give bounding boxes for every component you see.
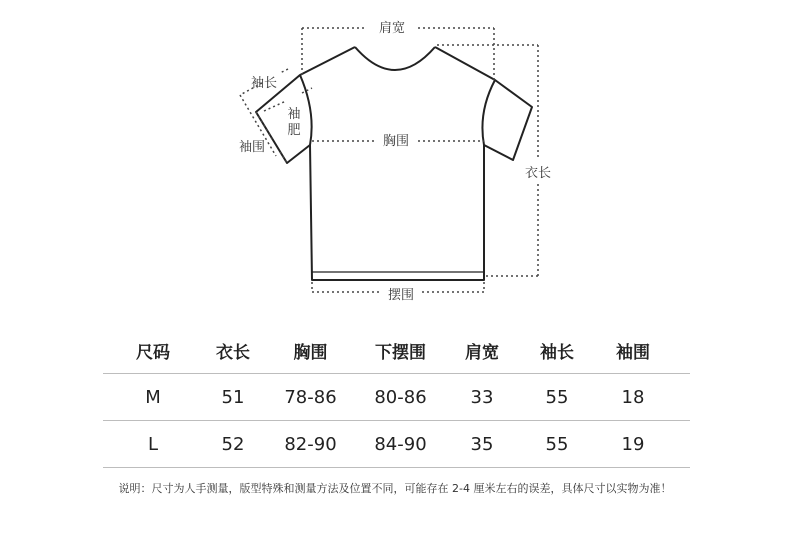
header-hem: 下摆围 bbox=[375, 342, 426, 363]
header-chest: 胸围 bbox=[293, 342, 328, 363]
cell-sleeve-length: 55 bbox=[545, 386, 569, 408]
tshirt-neckline-path bbox=[355, 47, 435, 70]
cell-shoulder: 33 bbox=[470, 386, 494, 408]
length-label: 衣长 bbox=[524, 166, 552, 181]
cell-chest: 82-90 bbox=[284, 433, 337, 455]
header-size: 尺码 bbox=[136, 342, 170, 363]
hem-label: 摆围 bbox=[387, 288, 415, 303]
measurement-note: 说明：尺寸为人手测量，版型特殊和测量方法及位置不同，可能存在 2-4 厘米左右的误差，具体尺寸以实物为准！ bbox=[118, 482, 672, 495]
cell-size: M bbox=[145, 386, 161, 408]
chest-label: 胸围 bbox=[382, 134, 410, 149]
sleeve-length-label: 袖长 bbox=[250, 76, 278, 91]
header-sleeve-length: 袖长 bbox=[540, 342, 574, 363]
table-row bbox=[103, 374, 690, 421]
cell-shoulder: 35 bbox=[470, 433, 494, 455]
tshirt-body-path bbox=[256, 47, 532, 280]
table-row bbox=[103, 421, 690, 468]
cell-sleeve-length: 55 bbox=[545, 433, 569, 455]
sleeve-width-label-2: 肥 bbox=[287, 123, 301, 138]
cell-chest: 78-86 bbox=[284, 386, 337, 408]
left-armhole-path bbox=[300, 75, 312, 145]
tshirt-outline bbox=[256, 47, 532, 280]
cell-length: 51 bbox=[221, 386, 245, 408]
right-armhole-path bbox=[482, 80, 495, 145]
sleeve-opening-label: 袖围 bbox=[238, 140, 266, 155]
header-sleeve-opening: 袖围 bbox=[616, 342, 650, 363]
cell-hem: 80-86 bbox=[374, 386, 427, 408]
table-header-row bbox=[103, 327, 690, 374]
cell-hem: 84-90 bbox=[374, 433, 427, 455]
shoulder-label: 肩宽 bbox=[378, 21, 406, 36]
cell-sleeve-opening: 19 bbox=[621, 433, 645, 455]
header-length: 衣长 bbox=[216, 342, 250, 363]
cell-size: L bbox=[147, 433, 159, 455]
cell-length: 52 bbox=[221, 433, 245, 455]
header-shoulder: 肩宽 bbox=[465, 342, 499, 363]
size-table bbox=[103, 327, 690, 468]
sleeve-width-label-1: 袖 bbox=[287, 107, 301, 122]
cell-sleeve-opening: 18 bbox=[621, 386, 645, 408]
